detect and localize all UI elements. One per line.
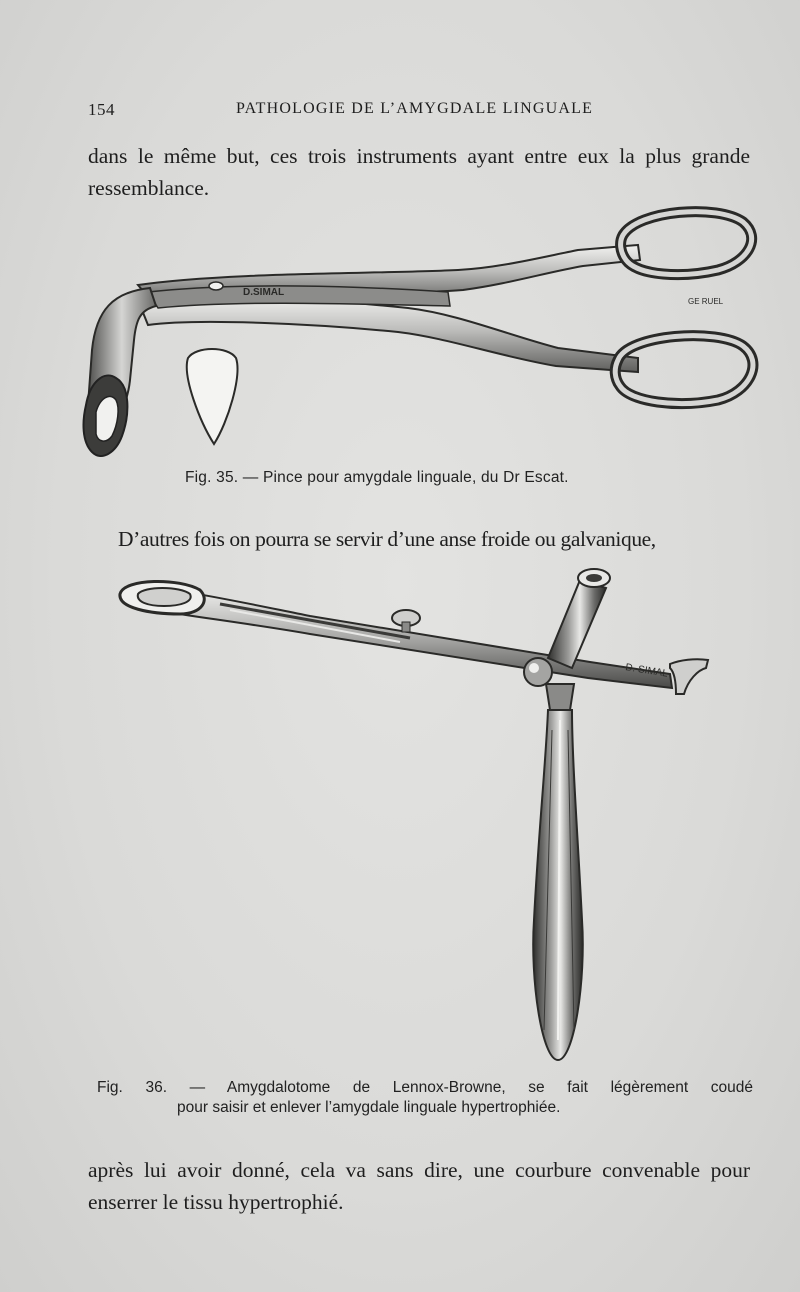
forceps-maker-stamp: D.SIMAL <box>243 287 285 298</box>
figure-35-forceps-illustration <box>78 200 768 465</box>
page-number: 154 <box>88 100 115 119</box>
figure-36-caption-line1: Fig. 36. — Amygdalotome de Lennox-Browne, se fait légèrement coudé <box>97 1079 753 1096</box>
figure-36-caption-line2: pour saisir et enlever l’amygdale linguale hypertrophiée. <box>177 1099 561 1116</box>
paragraph-courbure: après lui avoir donné, cela va sans dire, une courbure convenable pour enserrer le tissu hypertrophié. <box>88 1158 750 1214</box>
amygdalotome-drawing <box>120 569 708 1060</box>
figure-36-caption <box>97 1078 753 1118</box>
running-head-title: PATHOLOGIE DE L’AMYGDALE LINGUALE <box>236 100 594 117</box>
forceps-drawing <box>84 212 753 456</box>
paragraph-intro: dans le même but, ces trois instruments ayant entre eux la plus grande ressemblance. <box>88 144 750 200</box>
figure-35-caption: Fig. 35. — Pince pour amygdale linguale, du Dr Escat. <box>185 469 569 486</box>
paragraph-anse: D’autres fois on pourra se servir d’une anse froide ou galvanique, <box>118 527 656 551</box>
amygdalotome-maker-stamp: D. SIMAL <box>624 662 669 680</box>
figure-36-amygdalotome-illustration <box>110 560 730 1065</box>
engraver-signature: GE RUEL <box>688 297 724 306</box>
running-head <box>88 100 750 124</box>
